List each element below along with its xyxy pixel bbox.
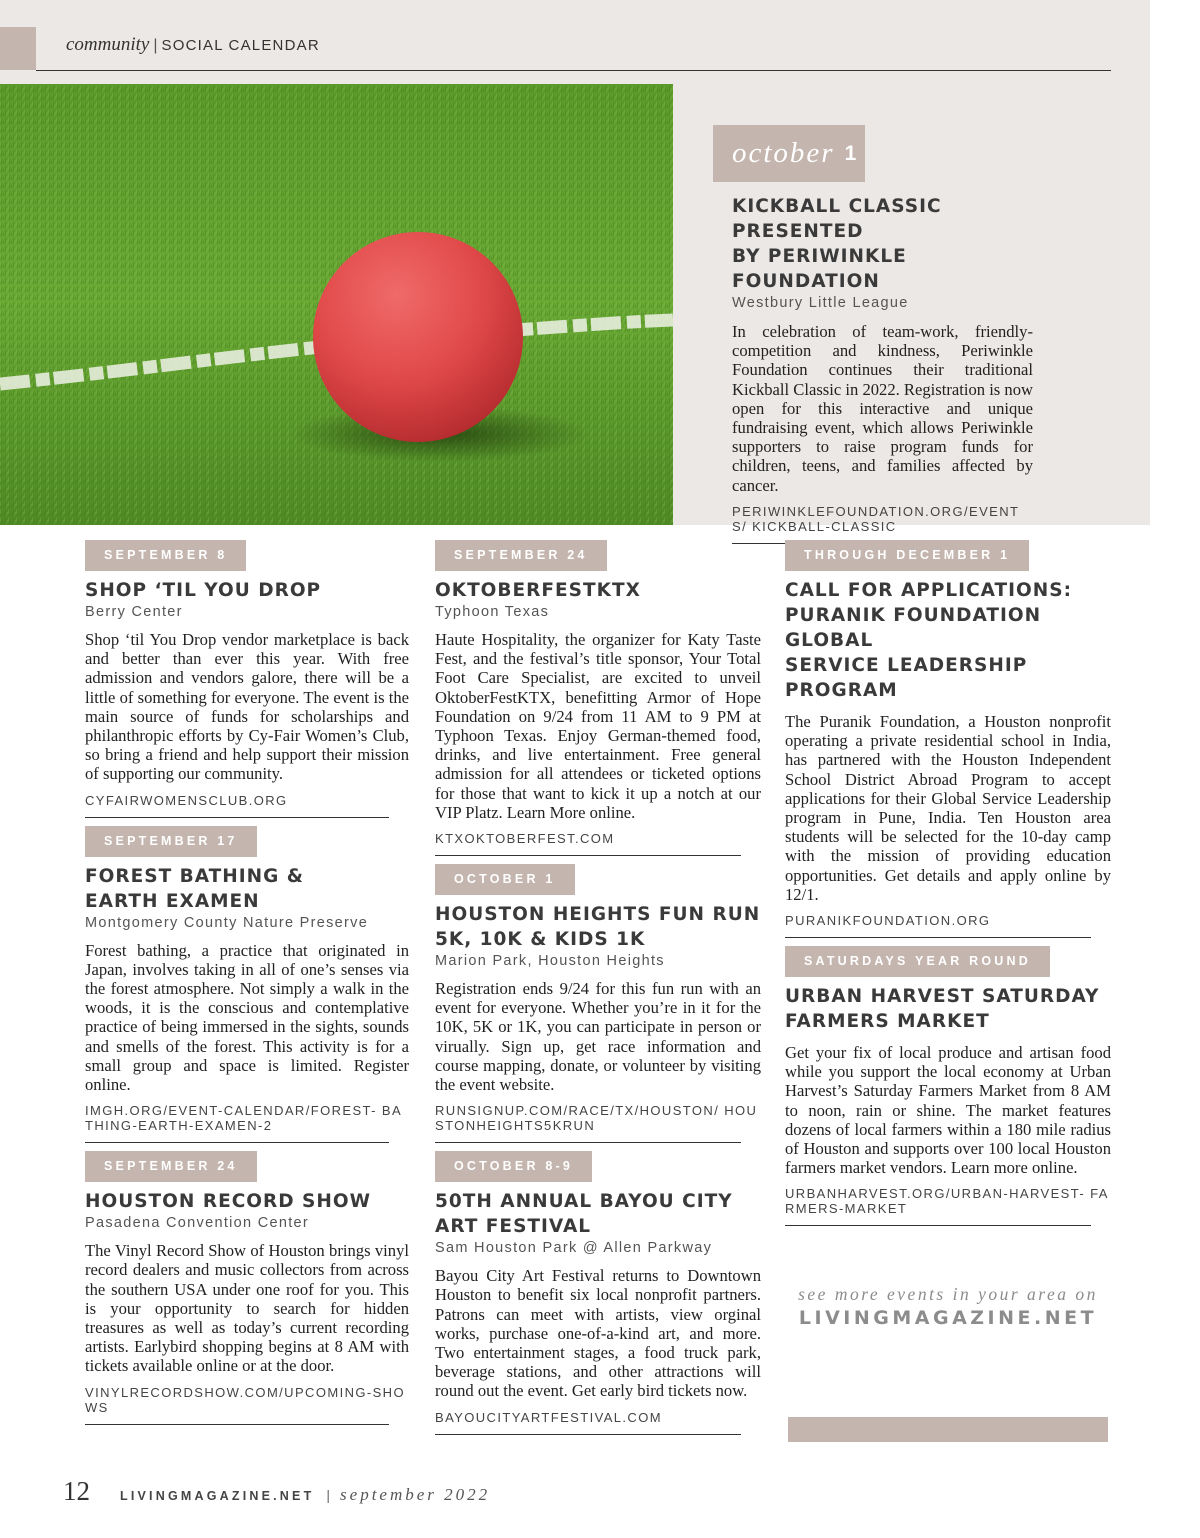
event-card: [435, 1151, 761, 1434]
event-venue: Typhoon Texas: [435, 604, 550, 620]
event-title-line: URBAN HARVEST SATURDAY: [785, 986, 1100, 1008]
event-date-tag: SEPTEMBER 8: [85, 540, 246, 571]
corner-tab: [0, 27, 36, 70]
event-rule: [85, 1424, 389, 1425]
event-rule: [85, 817, 389, 818]
section-name: community: [66, 34, 150, 55]
event-rule: [785, 937, 1091, 938]
event-card: [85, 826, 409, 1144]
event-description: The Vinyl Record Show of Houston brings vinyl record dealers and music collectors from across the southern USA under one roof for you. This is your opportunity to search for hidden treasures as well as today’s current recording artists. Earlybird shopping begins at 8 AM with tickets available online or at the door.: [85, 1241, 409, 1376]
event-venue: Montgomery County Nature Preserve: [85, 914, 369, 931]
more-events-promo: [785, 1283, 1111, 1331]
events-column-3: [785, 540, 1111, 1234]
event-card: [435, 864, 761, 1143]
event-date-tag: OCTOBER 8-9: [435, 1151, 592, 1182]
event-venue: Marion Park, Houston Heights: [435, 953, 665, 970]
event-description: Registration ends 9/24 for this fun run with an event for everyone. Whether you’re in it for the 10K, 5K or 1K, you can participate in person or virually. Sign up, get race information and course mapping, donate, or volunteer by visiting the event website.: [435, 979, 761, 1095]
event-title: [785, 984, 1111, 1034]
event-venue: Berry Center: [85, 604, 183, 620]
event-title: [435, 1189, 761, 1239]
featured-venue: Westbury Little League: [732, 295, 909, 311]
event-date-tag: SATURDAYS YEAR ROUND: [785, 946, 1050, 977]
event-title-line: FOREST BATHING &: [85, 865, 304, 887]
event-date-tag: SEPTEMBER 24: [85, 1151, 257, 1182]
event-title-line: ART FESTIVAL: [435, 1216, 592, 1238]
page-number: 12: [63, 1476, 90, 1506]
event-rule: [435, 1434, 741, 1435]
event-date-tag: SEPTEMBER 24: [435, 540, 607, 571]
section-category: SOCIAL CALENDAR: [161, 37, 320, 54]
promo-text: see more events in your area on: [798, 1284, 1098, 1304]
event-url-link[interactable]: RUNSIGNUP.COM/RACE/TX/HOUSTON/ HOUSTONHEIGHTS5KRUN: [435, 1103, 758, 1134]
event-title-line: SHOP ‘TIL YOU DROP: [85, 580, 322, 601]
event-rule: [85, 1142, 389, 1143]
featured-description: In celebration of team-work, friendly-competition and kindness, Periwinkle Foundation continues their traditional Kickball Classic in 2022. Registration is now open for this interactive and unique fundraising event, which allows Periwinkle supporters to raise program funds for children, teens, and families affected by cancer.: [732, 322, 1033, 495]
event-url-link[interactable]: PURANIKFOUNDATION.ORG: [785, 913, 991, 929]
featured-event: [732, 194, 1033, 544]
event-title: [435, 578, 761, 603]
event-title-line: CALL FOR APPLICATIONS:: [785, 580, 1072, 601]
event-title: [785, 578, 1111, 703]
events-column-1: [85, 540, 409, 1433]
footer-issue: september 2022: [340, 1485, 491, 1504]
featured-title: [732, 194, 1033, 294]
featured-title-line: BY PERIWINKLE FOUNDATION: [732, 246, 907, 292]
event-card: [85, 1151, 409, 1424]
event-title-line: OKTOBERFESTKTX: [435, 580, 641, 601]
featured-title-line: KICKBALL CLASSIC PRESENTED: [732, 196, 942, 242]
featured-day: 1: [844, 141, 857, 165]
featured-date-box: [713, 125, 865, 182]
event-title: [85, 578, 409, 603]
event-rule: [435, 855, 741, 856]
event-title-line: FARMERS MARKET: [785, 1011, 990, 1033]
event-description: The Puranik Foundation, a Houston nonprofit operating a private residential school in India, has partnered with the Houston Independent School District Abroad Program to accept applications for their Global Service Leadership program in Pune, India. Ten Houston area students will be selected for the 10-day camp with the mission of providing education opportunities. Get details and apply online by 12/1.: [785, 712, 1111, 904]
event-url-link[interactable]: URBANHARVEST.ORG/URBAN-HARVEST- FARMERS-MARKET: [785, 1186, 1109, 1217]
event-title: [435, 902, 761, 952]
event-description: Bayou City Art Festival returns to Downtown Houston to benefit six local nonprofit partners. Patrons can meet with artists, view orginal works, purchase one-of-a-kind art, and more. Two entertainment stages, a food truck park, beverage stations, and other attractions will round out the event. Get early bird tickets now.: [435, 1266, 761, 1401]
event-title-line: 5K, 10K & KIDS 1K: [435, 929, 646, 951]
event-venue: Sam Houston Park @ Allen Parkway: [435, 1240, 713, 1257]
event-title-line: HOUSTON RECORD SHOW: [85, 1191, 371, 1213]
event-title-line: SERVICE LEADERSHIP PROGRAM: [785, 655, 1028, 701]
header-separator: |: [153, 37, 158, 54]
event-url-link[interactable]: VINYLRECORDSHOW.COM/UPCOMING-SHOWS: [85, 1384, 405, 1415]
event-rule: [785, 1225, 1091, 1226]
event-url-link[interactable]: IMGH.ORG/EVENT-CALENDAR/FOREST- BATHING-EARTH-EXAMEN-2: [85, 1103, 403, 1134]
event-title: [85, 1189, 409, 1214]
event-description: Forest bathing, a practice that originated in Japan, involves taking in all of one’s senses via the forest atmosphere. Not simply a walk in the woods, it is the conscious and contemplative practice of being immersed in the sights, sounds and smells of the forest. This activity is for a small group and space is limited. Register online.: [85, 940, 409, 1095]
footer-separator: |: [326, 1487, 331, 1503]
page-footer: [63, 1476, 490, 1507]
kickball-photo: [0, 84, 673, 525]
event-description: Get your fix of local produce and artisan food while you support the local economy at Urban Harvest’s Saturday Farmers Market from 8 AM to noon, rain or shine. The market features dozens of local farmers within a 180 mile radius of Houston and supports over 100 local Houston farmers market vendors. Learn more online.: [785, 1043, 1111, 1178]
event-title-line: 50TH ANNUAL BAYOU CITY: [435, 1191, 733, 1213]
event-url-link[interactable]: BAYOUCITYARTFESTIVAL.COM: [435, 1409, 662, 1425]
event-date-tag: SEPTEMBER 17: [85, 826, 257, 857]
section-header: [66, 32, 320, 59]
event-rule: [435, 1142, 741, 1143]
event-title-line: PURANIK FOUNDATION GLOBAL: [785, 605, 1042, 651]
event-title-line: HOUSTON HEIGHTS FUN RUN: [435, 904, 761, 926]
footer-site: LIVINGMAGAZINE.NET: [120, 1489, 315, 1503]
featured-month: october: [732, 137, 835, 169]
event-date-tag: THROUGH DECEMBER 1: [785, 540, 1029, 571]
featured-url-link[interactable]: PERIWINKLEFOUNDATION.ORG/EVENTS/ KICKBALL-CLASSIC: [732, 503, 1020, 534]
event-card: [85, 540, 409, 818]
event-description: Haute Hospitality, the organizer for Katy Taste Fest, and the festival’s title sponsor, Your Total Foot Care Specialist, are excited to unveil OktoberFestKTX, benefitting Armor of Hope Foundation on 9/24 from 11 AM to 9 PM at Typhoon Texas. Enjoy German-themed food, drinks, and live entertainment. Free general admission for all attendees or ticketed options for those that want to kick it up a notch at our VIP Platz. Learn More online.: [435, 630, 761, 822]
event-card: [435, 540, 761, 856]
event-description: Shop ‘til You Drop vendor marketplace is back and better than ever this year. With free admission and vendors galore, there will be a little of something for everyone. The event is the main source of funds for scholarships and philanthropic efforts by Cy-Fair Women’s Club, so bring a friend and help support their mission of supporting our community.: [85, 630, 409, 784]
event-url-link[interactable]: CYFAIRWOMENSCLUB.ORG: [85, 792, 288, 808]
event-title-line: EARTH EXAMEN: [85, 890, 260, 912]
event-title: [85, 864, 409, 914]
event-venue: Pasadena Convention Center: [85, 1215, 310, 1232]
event-card: [785, 540, 1111, 938]
header-rule: [36, 70, 1111, 71]
promo-site-link[interactable]: LIVINGMAGAZINE.NET: [798, 1307, 1098, 1329]
promo-bar: [788, 1417, 1108, 1442]
event-url-link[interactable]: KTXOKTOBERFEST.COM: [435, 831, 615, 847]
events-column-2: [435, 540, 761, 1443]
event-card: [785, 946, 1111, 1226]
event-date-tag: OCTOBER 1: [435, 864, 575, 895]
